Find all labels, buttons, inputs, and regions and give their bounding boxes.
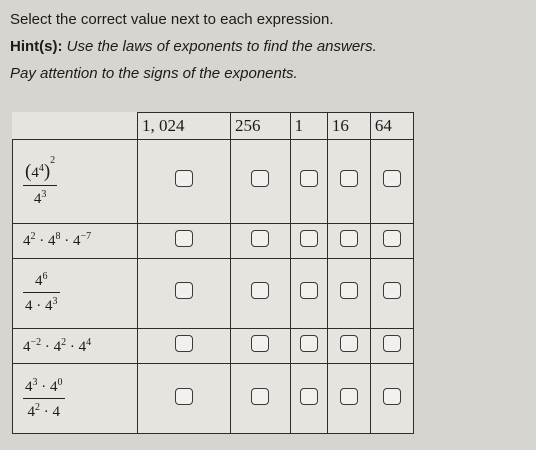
header-row (13, 113, 414, 140)
sign-reminder: Pay attention to the signs of the exponents. (10, 65, 298, 82)
expression-cell: $4^{-2} \cdot 4^2 \cdot 4^4$ (13, 328, 138, 364)
expression-fraction (23, 271, 60, 315)
answer-radio[interactable] (300, 335, 318, 352)
answer-radio[interactable] (383, 388, 401, 405)
answer-radio[interactable] (340, 388, 358, 405)
answer-radio[interactable] (175, 170, 193, 187)
answer-radio[interactable] (251, 230, 269, 247)
answer-radio[interactable] (340, 282, 358, 299)
fraction-numerator: $(4^4)^2$ (25, 154, 56, 182)
expression-fraction (23, 377, 65, 421)
instructions (10, 6, 530, 87)
answer-grid (12, 112, 414, 434)
expression-cell (13, 364, 138, 434)
table-row (13, 364, 414, 434)
answer-radio[interactable] (175, 335, 193, 352)
column-header: 64 (370, 113, 413, 140)
table-row (13, 328, 414, 364)
expression-cell: $4^2 \cdot 4^8 \cdot 4^{-7}$ (13, 223, 138, 259)
answer-radio[interactable] (383, 282, 401, 299)
answer-radio[interactable] (300, 282, 318, 299)
expression-fraction (23, 155, 57, 208)
answer-radio[interactable] (251, 335, 269, 352)
answer-radio[interactable] (175, 388, 193, 405)
hint-line (10, 33, 530, 60)
answer-radio[interactable] (340, 230, 358, 247)
column-header: 16 (327, 113, 370, 140)
corner-cell (13, 113, 138, 140)
answer-radio[interactable] (340, 335, 358, 352)
answer-radio[interactable] (300, 230, 318, 247)
answer-radio[interactable] (251, 282, 269, 299)
column-header: 256 (230, 113, 290, 140)
answer-radio[interactable] (340, 170, 358, 187)
expression-cell (13, 259, 138, 329)
hint-label: Hint(s): (10, 38, 63, 55)
answer-radio[interactable] (300, 170, 318, 187)
instruction-line: Select the correct value next to each expression. (10, 11, 334, 28)
answer-radio[interactable] (383, 230, 401, 247)
answer-radio[interactable] (383, 170, 401, 187)
answer-radio[interactable] (251, 170, 269, 187)
fraction-denominator: $4 \cdot 4^3$ (23, 292, 60, 315)
expression-cell (13, 140, 138, 224)
fraction-denominator: $4^3$ (23, 185, 57, 208)
fraction-numerator: $4^3 \cdot 4^0$ (25, 376, 63, 395)
column-header: 1 (290, 113, 327, 140)
fraction-numerator: $4^6$ (35, 271, 48, 290)
answer-radio[interactable] (383, 335, 401, 352)
table-row (13, 259, 414, 329)
fraction-denominator: $4^2 \cdot 4$ (23, 398, 65, 421)
column-header: 1, 024 (138, 113, 231, 140)
answer-radio[interactable] (300, 388, 318, 405)
answer-radio[interactable] (175, 282, 193, 299)
table-row (13, 140, 414, 224)
table-row (13, 223, 414, 259)
answer-radio[interactable] (175, 230, 193, 247)
hint-text: Use the laws of exponents to find the answers. (66, 38, 377, 55)
answer-radio[interactable] (251, 388, 269, 405)
